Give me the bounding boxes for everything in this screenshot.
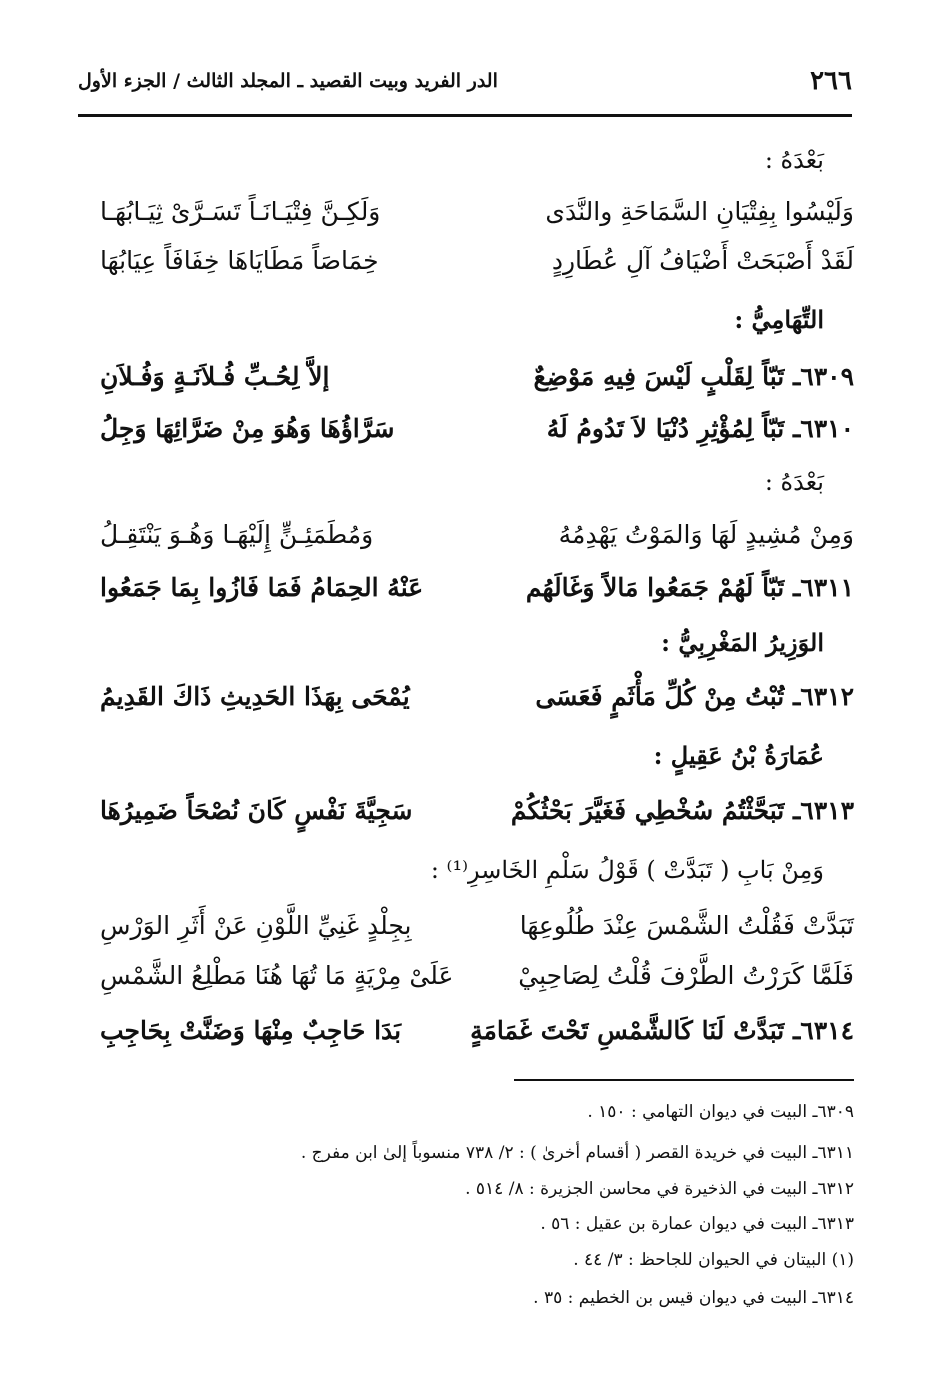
footnote-separator — [514, 1079, 854, 1081]
page-header — [78, 66, 852, 106]
verse-second-hemistich: عَنْهُ الحِمَامُ فَمَا فَازُوا بِمَا جَمَعُوا — [100, 573, 424, 602]
verse-line-6312 — [100, 682, 854, 738]
verse-first-hemistich: ٦٣١٤ـ تَبَدَّتْ لَنَا كَالشَّمْسِ تَحْتَ غَمَامَةٍ — [470, 1016, 854, 1045]
page-number: ٢٦٦ — [810, 66, 852, 96]
verse-first-hemistich: ٦٣١٢ـ تُبْتُ مِنْ كُلِّ مَأْثَمٍ فَعَسَى — [535, 682, 854, 711]
verse-first-hemistich: ٦٣١٠ـ تَبّاً لِمُؤْثِرِ دُنْيَا لاَ تَدُومُ لَهُ — [546, 414, 854, 443]
verse-second-hemistich: عَلَىْ مِرْيَةٍ مَا تُهَا هُنَا مَطْلِعُ الشَّمْسِ — [100, 961, 454, 990]
section-label — [100, 468, 854, 524]
verse-line — [100, 520, 854, 576]
verse-line-6309 — [100, 362, 854, 418]
poet-name: عُمَارَةُ بْنُ عَقِيلٍ : — [653, 741, 824, 770]
poet-label — [100, 628, 854, 684]
footnote: (١) البيتان في الحيوان للجاحظ : ٣/ ٤٤ . — [573, 1250, 854, 1270]
verse-second-hemistich: وَلَكِـنَّ فِتْيَـانَـاً تَسَـرَّىْ ثِيَـابُهَـا — [100, 197, 381, 226]
verse-first-hemistich: ٦٣١٣ـ تَبَحَّثْتُمُ سُخْطِي فَغَيَّرَ بَحْثُكُمْ — [510, 796, 854, 825]
verse-first-hemistich: تَبَدَّتْ فَقُلْتُ الشَّمْسَ عِنْدَ طُلُوعِهَا — [519, 911, 854, 940]
footnote: ٦٣١٣ـ البيت في ديوان عمارة بن عقيل : ٥٦ . — [540, 1214, 854, 1234]
verse-second-hemistich: خِمَاصَاً مَطَايَاهَا خِفَافَاً عِيَابُهَا — [100, 246, 379, 275]
verse-line — [100, 961, 854, 1017]
running-title: الدر الفريد وبيت القصيد ـ المجلد الثالث / الجزء الأول — [78, 70, 498, 92]
label-text: بَعْدَهُ : — [764, 146, 824, 174]
verse-second-hemistich: بَدَا حَاجِبٌ مِنْهَا وَضَنَّتْ بِحَاجِبِ — [100, 1016, 402, 1045]
verse-line — [100, 197, 854, 253]
verse-second-hemistich: سَرَّاؤُهَا وَهُوَ مِنْ ضَرَّائِهَا وَجِلُ — [100, 414, 395, 443]
verse-second-hemistich: يُمْحَى بِهَذَا الحَدِيثِ ذَاكَ القَدِيمُ — [100, 682, 410, 711]
verse-first-hemistich: ٦٣٠٩ـ تَبّاً لِقَلْبٍ لَيْسَ فِيهِ مَوْضِعٌ — [533, 362, 854, 391]
footnote: ٦٣١٢ـ البيت في الذخيرة في محاسن الجزيرة : ٨/ ٥١٤ . — [465, 1179, 854, 1199]
verse-line-6310 — [100, 414, 854, 470]
verse-second-hemistich: إلاَّ لِحُـبِّ فُـلاَنَـةٍ وَفُـلاَنِ — [100, 362, 330, 391]
footnote: ٦٣١٤ـ البيت في ديوان قيس بن الخطيم : ٣٥ . — [533, 1288, 854, 1308]
section-label — [100, 146, 854, 202]
verse-second-hemistich: وَمُطَمَئِـنٍّ إِلَيْهَـا وَهُـوَ يَنْتَقِـلُ — [100, 520, 374, 549]
header-rule — [78, 114, 852, 117]
label-text: وَمِنْ بَابِ ( تَبَدَّتْ ) قَوْلُ سَلْمِ الخَاسِرِ⁽¹⁾ : — [430, 856, 824, 884]
verse-line-6314 — [100, 1016, 854, 1072]
verse-line — [100, 246, 854, 302]
footnote: ٦٣١١ـ البيت في خريدة القصر ( أقسام أخرىٰ ) : ٢/ ٧٣٨ منسوباً إلىٰ ابن مفرج . — [300, 1143, 854, 1163]
poet-label — [100, 741, 854, 797]
verse-first-hemistich: لَقَدْ أَصْبَحَتْ أَضْيَافُ آلِ عُطَارِدٍ — [551, 246, 854, 275]
verse-line-6313 — [100, 796, 854, 852]
verse-second-hemistich: بِجِلْدٍ غَنِيِّ اللَّوْنِ عَنْ أَثَرِ الوَرْسِ — [100, 911, 412, 940]
verse-first-hemistich: فَلَمَّا كَرَرْتُ الطَّرْفَ قُلْتُ لِصَاحِبِيْ — [518, 961, 854, 990]
verse-second-hemistich: سَجِيَّةَ نَفْسٍ كَانَ نُصْحَاً ضَمِيرُهَا — [100, 796, 413, 825]
verse-first-hemistich: وَمِنْ مُشِيدٍ لَهَا وَالمَوْتُ يَهْدِمُهُ — [558, 520, 854, 549]
section-label — [100, 856, 854, 912]
poet-name: التِّهَامِيُّ : — [734, 305, 824, 334]
label-text: بَعْدَهُ : — [764, 468, 824, 496]
footnote: ٦٣٠٩ـ البيت في ديوان التهامي : ١٥٠ . — [587, 1102, 854, 1122]
verse-line — [100, 911, 854, 967]
verse-first-hemistich: وَلَيْسُوا بِفِتْيَانِ السَّمَاحَةِ والنَّدَى — [545, 197, 854, 226]
poet-name: الوَزِيرُ المَغْرِبِيُّ : — [661, 628, 824, 657]
verse-line-6311 — [100, 573, 854, 629]
verse-first-hemistich: ٦٣١١ـ تَبّاً لَهُمْ جَمَعُوا مَالاً وَغَالَهُم — [525, 573, 854, 602]
poet-label — [100, 305, 854, 361]
